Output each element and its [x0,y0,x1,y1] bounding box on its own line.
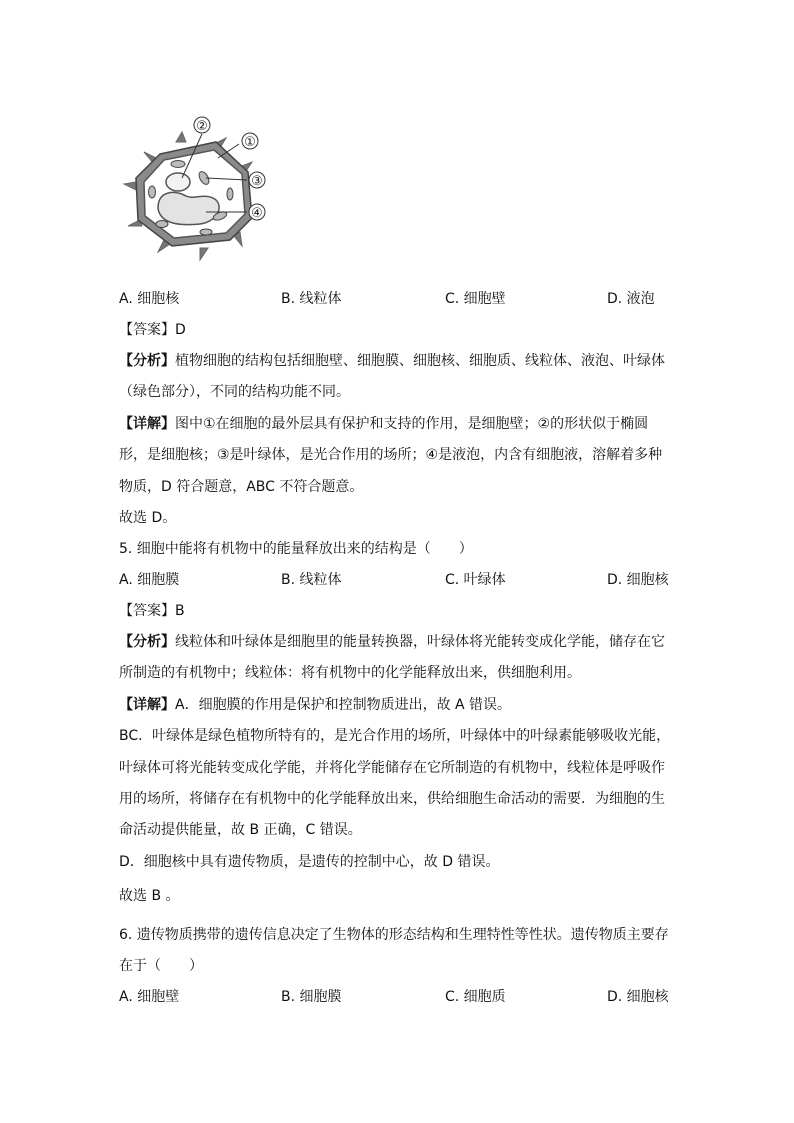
q6-question-line-2: 在于（ ） [119,958,203,974]
q6-option-b: B. 细胞膜 [281,989,342,1005]
q6-question-line-1: 6. 遗传物质携带的遗传信息决定了生物体的形态结构和生理特性等性状。遗传物质主要存 [119,927,669,943]
q5-detail-line-4: 用的场所，将储存在有机物中的化学能释放出来，供给细胞生命活动的需要．为细胞的生 [119,791,665,807]
q4-detail-text-1: 图中①在细胞的最外层具有保护和支持的作用，是细胞壁；②的形状似于椭圆 [175,416,649,432]
q5-detail-line-2: BC．叶绿体是绿色植物所特有的，是光合作用的场所，叶绿体中的叶绿素能够吸收光能， [119,728,671,744]
q5-option-c: C. 叶绿体 [445,572,506,588]
q4-option-a: A. 细胞核 [119,291,180,307]
cell-vacuole [158,192,219,224]
q5-analysis-text-1: 线粒体和叶绿体是细胞里的能量转换器，叶绿体将光能转变成化学能，储存在它 [175,634,665,650]
q5-option-b: B. 线粒体 [281,572,342,588]
figure-label-1: ① [244,135,256,150]
q4-detail-line-2: 形，是细胞核；③是叶绿体，是光合作用的场所；④是液泡，内含有细胞液，溶解着多种 [119,447,663,463]
q4-option-d: D. 液泡 [607,291,655,307]
q4-analysis-line-2: （绿色部分），不同的结构功能不同。 [119,384,350,400]
q5-conclusion: 故选 B 。 [119,888,180,904]
q5-answer: 【答案】B [119,603,185,619]
figure-label-4: ④ [251,206,263,221]
q5-detail-line-5: 命活动提供能量，故 B 正确，C 错误。 [119,822,362,838]
q4-analysis-text-1: 植物细胞的结构包括细胞壁、细胞膜、细胞核、细胞质、线粒体、液泡、叶绿体 [175,353,665,369]
q4-detail-line-3: 物质，D 符合题意，ABC 不符合题意。 [119,479,364,495]
q5-detail-text-1: A．细胞膜的作用是保护和控制物质进出，故 A 错误。 [175,697,512,713]
q4-conclusion: 故选 D。 [119,510,177,526]
figure-label-3: ③ [251,174,263,189]
plant-cell-figure [120,112,280,272]
q5-analysis-tag: 【分析】 [119,634,175,650]
q5-detail-line-3: 叶绿体可将光能转变成化学能，并将化学能储存在它所制造的有机物中，线粒体是呼吸作 [119,760,665,776]
q6-option-d: D. 细胞核 [607,989,669,1005]
cell-nucleus [166,173,190,191]
q5-detail-line-1 [119,695,511,715]
q5-options [119,570,679,590]
q4-options [119,289,679,309]
q6-options [119,987,679,1007]
q5-analysis-line-1 [119,632,665,652]
q5-analysis-line-2: 所制造的有机物中；线粒体：将有机物中的化学能释放出来，供细胞利用。 [119,665,581,681]
q4-answer: 【答案】D [119,322,186,338]
q4-option-b: B. 线粒体 [281,291,342,307]
q6-option-a: A. 细胞壁 [119,989,180,1005]
q5-option-d: D. 细胞核 [607,572,669,588]
q4-detail-line-1 [119,414,648,434]
q5-detail-tag: 【详解】 [119,697,175,713]
q4-analysis-line-1 [119,351,665,371]
q5-question: 5. 细胞中能将有机物中的能量释放出来的结构是（ ） [119,541,473,557]
q4-detail-tag: 【详解】 [119,416,175,432]
q4-option-c: C. 细胞壁 [445,291,506,307]
q5-detail-line-6: D．细胞核中具有遗传物质，是遗传的控制中心，故 D 错误。 [119,854,500,870]
q4-analysis-tag: 【分析】 [119,353,175,369]
q5-option-a: A. 细胞膜 [119,572,180,588]
figure-label-2: ② [196,119,208,134]
q6-option-c: C. 细胞质 [445,989,506,1005]
